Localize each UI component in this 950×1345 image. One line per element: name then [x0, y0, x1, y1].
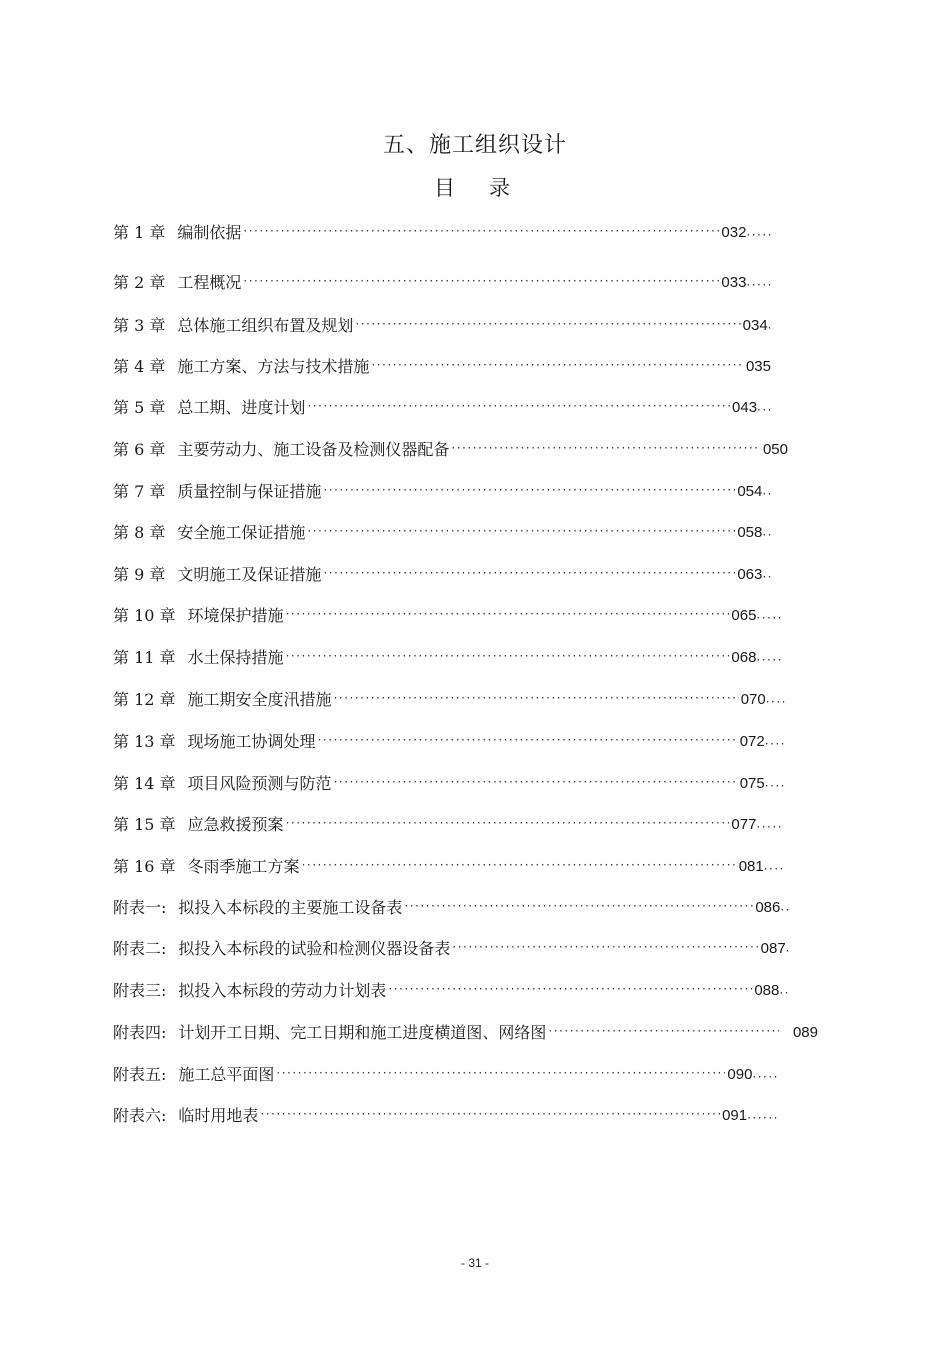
toc-chapter-number: 第 10 章: [113, 606, 176, 625]
toc-entry: [113, 439, 788, 461]
toc-chapter-number: 第 7 章: [113, 482, 166, 501]
toc-chapter-number: 第 12 章: [113, 690, 176, 709]
toc-page-number: 087: [760, 940, 786, 957]
toc-dot-leader: [334, 689, 739, 711]
toc-dot-leader: [388, 980, 752, 1002]
toc-page-number: 081: [738, 858, 764, 875]
toc-entry: [113, 356, 771, 378]
toc-entry: [113, 773, 786, 795]
toc-entry: [113, 897, 791, 919]
toc-dot-leader: [451, 439, 761, 461]
toc-entry-title: 主要劳动力、施工设备及检测仪器配备: [177, 440, 450, 459]
toc-entry-title: 拟投入本标段的主要施工设备表: [178, 898, 403, 917]
toc-page-number: 034: [742, 317, 768, 334]
toc-dot-leader: [260, 1105, 720, 1127]
toc-dot-tail: ·····: [746, 228, 773, 242]
toc-dot-leader: [452, 938, 758, 960]
toc-page-number: 086: [755, 899, 781, 916]
toc-entry-title: 现场施工协调处理: [187, 732, 316, 751]
toc-page-number: 035: [745, 358, 771, 375]
toc-entry: [113, 605, 783, 627]
toc-dot-leader: [318, 731, 738, 753]
page-title: 五、施工组织设计: [382, 133, 567, 158]
toc-page-number: 050: [762, 441, 788, 458]
toc-entry: [113, 1022, 818, 1044]
toc-page-number: 058: [737, 524, 763, 541]
toc-dot-tail: ·····: [752, 1070, 779, 1084]
toc-dot-tail: ·: [767, 321, 773, 335]
toc-chapter-number: 第 1 章: [113, 223, 166, 242]
toc-entry-title: 质量控制与保证措施: [177, 482, 322, 501]
toc-entry-title: 编制依据: [177, 223, 242, 242]
toc-page-number: 043: [732, 399, 758, 416]
toc-page-number: 077: [731, 816, 757, 833]
toc-dot-leader: [286, 605, 730, 627]
toc-dot-tail: ··: [762, 528, 773, 542]
toc-dot-tail: ···: [757, 403, 773, 417]
toc-entry-title: 应急救援预案: [187, 815, 284, 834]
toc-dot-leader: [243, 222, 719, 244]
toc-dot-leader: [323, 481, 735, 503]
toc-dot-leader: [355, 315, 740, 337]
toc-entry-title: 施工期安全度汛措施: [187, 690, 332, 709]
toc-entry: [113, 938, 791, 960]
toc-dot-tail: ··: [762, 487, 773, 501]
toc-dot-leader: [286, 647, 730, 669]
toc-page-number: 054: [737, 483, 763, 500]
toc-chapter-number: 第 15 章: [113, 815, 176, 834]
footer-page-number: - 31 -: [460, 1256, 489, 1270]
toc-page-number: 075: [739, 775, 765, 792]
toc-chapter-number: 第 11 章: [113, 648, 176, 667]
toc-entry: [113, 647, 783, 669]
toc-entry-title: 冬雨季施工方案: [187, 857, 300, 876]
toc-page-number: 032: [721, 224, 747, 241]
toc-heading-right: 录: [489, 176, 516, 200]
toc-dot-tail: ··: [779, 986, 790, 1000]
toc-dot-tail: ··: [762, 570, 773, 584]
toc-dot-tail: ····: [764, 737, 786, 751]
toc-dot-tail: ····: [764, 779, 786, 793]
toc-entry-title: 临时用地表: [178, 1106, 259, 1125]
toc-page-number: 091: [722, 1107, 748, 1124]
toc-chapter-number: 第 9 章: [113, 565, 166, 584]
toc-entry-title: 计划开工日期、完工日期和施工进度横道图、网络图: [178, 1023, 547, 1042]
toc-dot-tail: ·····: [756, 611, 783, 625]
toc-entry-title: 拟投入本标段的劳动力计划表: [178, 981, 387, 1000]
toc-page-number: 063: [737, 566, 763, 583]
toc-chapter-number: 第 4 章: [113, 357, 166, 376]
toc-entry: [113, 272, 773, 294]
toc-entry: [113, 222, 773, 244]
toc-entry-title: 安全施工保证措施: [177, 523, 306, 542]
toc-entry: [113, 564, 773, 586]
toc-entry-title: 施工方案、方法与技术措施: [177, 357, 370, 376]
toc-dot-leader: [286, 814, 730, 836]
toc-chapter-number: 附表一:: [113, 898, 167, 917]
toc-entry-title: 项目风险预测与防范: [187, 774, 332, 793]
toc-dot-tail: ······: [747, 1111, 779, 1125]
toc-dot-leader: [276, 1064, 725, 1086]
toc-page-number: 068: [731, 649, 757, 666]
toc-dot-tail: ····: [765, 695, 787, 709]
toc-chapter-number: 第 5 章: [113, 398, 166, 417]
toc-chapter-number: 附表三:: [113, 981, 167, 1000]
toc-entry-title: 环境保护措施: [187, 606, 284, 625]
toc-entry-title: 工程概况: [177, 273, 242, 292]
toc-chapter-number: 第 3 章: [113, 316, 166, 335]
toc-chapter-number: 附表五:: [113, 1065, 167, 1084]
toc-heading: [0, 172, 950, 202]
toc-dot-tail: ·····: [756, 653, 783, 667]
toc-page-number: 089: [792, 1024, 818, 1041]
toc-page-number: 088: [754, 982, 780, 999]
toc-dot-leader: [307, 397, 730, 419]
toc-dot-tail: ·: [785, 944, 791, 958]
toc-chapter-number: 附表六:: [113, 1106, 167, 1125]
toc-entry: [113, 1064, 779, 1086]
toc-dot-tail: ·····: [756, 820, 783, 834]
toc-entry: [113, 522, 773, 544]
toc-dot-leader: [323, 564, 735, 586]
toc-page-number: 033: [721, 274, 747, 291]
toc-dot-leader: [371, 356, 744, 378]
toc-entry-title: 拟投入本标段的试验和检测仪器设备表: [178, 939, 451, 958]
toc-entry-title: 施工总平面图: [178, 1065, 275, 1084]
toc-entry: [113, 481, 773, 503]
toc-entry: [113, 397, 773, 419]
toc-chapter-number: 第 6 章: [113, 440, 166, 459]
toc-dot-leader: [243, 272, 719, 294]
toc-entry-title: 总体施工组织布置及规划: [177, 316, 354, 335]
toc-dot-leader: [548, 1022, 779, 1044]
toc-page-number: 072: [739, 733, 765, 750]
toc-chapter-number: 第 13 章: [113, 732, 176, 751]
toc-dot-tail: ··: [780, 903, 791, 917]
toc-dot-leader: [302, 856, 737, 878]
toc-entry: [113, 980, 790, 1002]
toc-heading-left: 目: [434, 176, 461, 200]
toc-chapter-number: 第 8 章: [113, 523, 166, 542]
toc-entry: [113, 689, 787, 711]
toc-page-number: 070: [740, 691, 766, 708]
toc-page-number: 090: [727, 1066, 753, 1083]
toc-chapter-number: 附表四:: [113, 1023, 167, 1042]
toc-dot-leader: [404, 897, 753, 919]
toc-entry: [113, 315, 773, 337]
toc-dot-leader: [307, 522, 735, 544]
toc-entry-title: 总工期、进度计划: [177, 398, 306, 417]
toc-entry: [113, 1105, 779, 1127]
toc-entry: [113, 814, 783, 836]
toc-entry: [113, 856, 785, 878]
toc-chapter-number: 第 14 章: [113, 774, 176, 793]
toc-entry-title: 水土保持措施: [187, 648, 284, 667]
toc-entry-title: 文明施工及保证措施: [177, 565, 322, 584]
toc-dot-leader: [334, 773, 738, 795]
toc-dot-tail: ····: [763, 862, 785, 876]
toc-chapter-number: 第 16 章: [113, 857, 176, 876]
toc-entry: [113, 731, 786, 753]
toc-page-number: 065: [731, 607, 757, 624]
toc-dot-tail: ·····: [746, 278, 773, 292]
toc-chapter-number: 附表二:: [113, 939, 167, 958]
toc-chapter-number: 第 2 章: [113, 273, 166, 292]
